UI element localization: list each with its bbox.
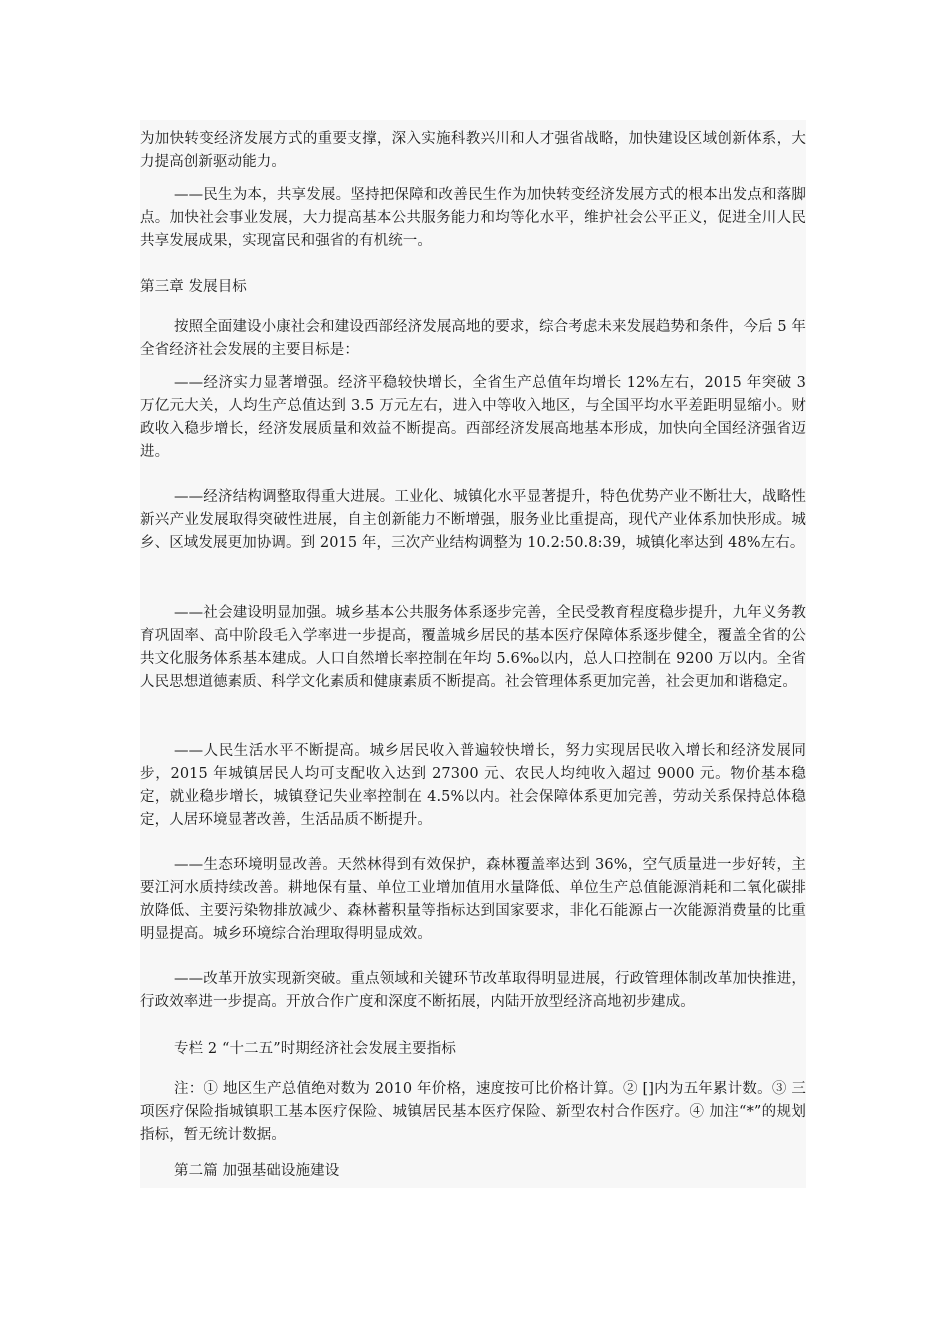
paragraph-innovation-continued: 为加快转变经济发展方式的重要支撑，深入实施科教兴川和人才强省战略，加快建设区域创新体系，大力提高创新驱动能力。 [140, 131, 806, 170]
paragraph-people-livelihood: ——民生为本，共享发展。坚持把保障和改善民生作为加快转变经济发展方式的根本出发点和落脚点。加快社会事业发展，大力提高基本公共服务能力和均等化水平，维护社会公平正义，促进全川人民共享发展成果，实现富民和强省的有机统一。 [140, 187, 806, 249]
paragraph-notes: 注：① 地区生产总值绝对数为 2010 年价格，速度按可比价格计算。② []内为五年累计数。③ 三项医疗保险指城镇职工基本医疗保险、城镇居民基本医疗保险、新型农村合作医疗。④ 加注“*”的规划指标，暂无统计数据。 [140, 1081, 806, 1143]
chapter-heading-development-goals: 第三章 发展目标 [140, 279, 247, 295]
document-page [140, 120, 806, 1188]
paragraph-reform-opening: ——改革开放实现新突破。重点领域和关键环节改革取得明显进展，行政管理体制改革加快推进，行政效率进一步提高。开放合作广度和深度不断拓展，内陆开放型经济高地初步建成。 [140, 971, 806, 1010]
paragraph-living-standards: ——人民生活水平不断提高。城乡居民收入普遍较快增长，努力实现居民收入增长和经济发展同步，2015 年城镇居民人均可支配收入达到 27300 元、农民人均纯收入超过 9000 元。物价基本稳定，就业稳步增长，城镇登记失业率控制在 4.5%以内。社会保障体系更加完善，劳动关系保持总体稳定，人居环境显著改善，生活品质不断提升。 [140, 743, 806, 828]
paragraph-ecological-environment: ——生态环境明显改善。天然林得到有效保护，森林覆盖率达到 36%，空气质量进一步好转，主要江河水质持续改善。耕地保有量、单位工业增加值用水量降低、单位生产总值能源消耗和二氧化碳排放降低、主要污染物排放减少、森林蓄积量等指标达到国家要求，非化石能源占一次能源消费量的比重明显提高。城乡环境综合治理取得明显成效。 [140, 857, 806, 942]
paragraph-social-construction: ——社会建设明显加强。城乡基本公共服务体系逐步完善，全民受教育程度稳步提升，九年义务教育巩固率、高中阶段毛入学率进一步提高，覆盖城乡居民的基本医疗保障体系逐步健全，覆盖全省的公共文化服务体系基本建成。人口自然增长率控制在年均 5.6‰以内，总人口控制在 9200 万以内。全省人民思想道德素质、科学文化素质和健康素质不断提高。社会管理体系更加完善，社会更加和谐稳定。 [140, 605, 806, 690]
paragraph-economic-strength: ——经济实力显著增强。经济平稳较快增长，全省生产总值年均增长 12%左右，2015 年突破 3 万亿元大关，人均生产总值达到 3.5 万元左右，进入中等收入地区，与全国平均水平差距明显缩小。财政收入稳步增长，经济发展质量和效益不断提高。西部经济发展高地基本形成，加快向全国经济强省迈进。 [140, 375, 806, 460]
part-heading-infrastructure: 第二篇 加强基础设施建设 [174, 1163, 340, 1179]
paragraph-goals-intro: 按照全面建设小康社会和建设西部经济发展高地的要求，综合考虑未来发展趋势和条件，今后 5 年全省经济社会发展的主要目标是： [140, 319, 806, 358]
paragraph-economic-structure: ——经济结构调整取得重大进展。工业化、城镇化水平显著提升，特色优势产业不断壮大，战略性新兴产业发展取得突破性进展，自主创新能力不断增强，服务业比重提高，现代产业体系加快形成。城乡、区域发展更加协调。到 2015 年，三次产业结构调整为 10.2:50.8:39，城镇化率达到 48%左右。 [140, 489, 806, 551]
column-2-title: 专栏 2 “十二五”时期经济社会发展主要指标 [174, 1041, 456, 1057]
